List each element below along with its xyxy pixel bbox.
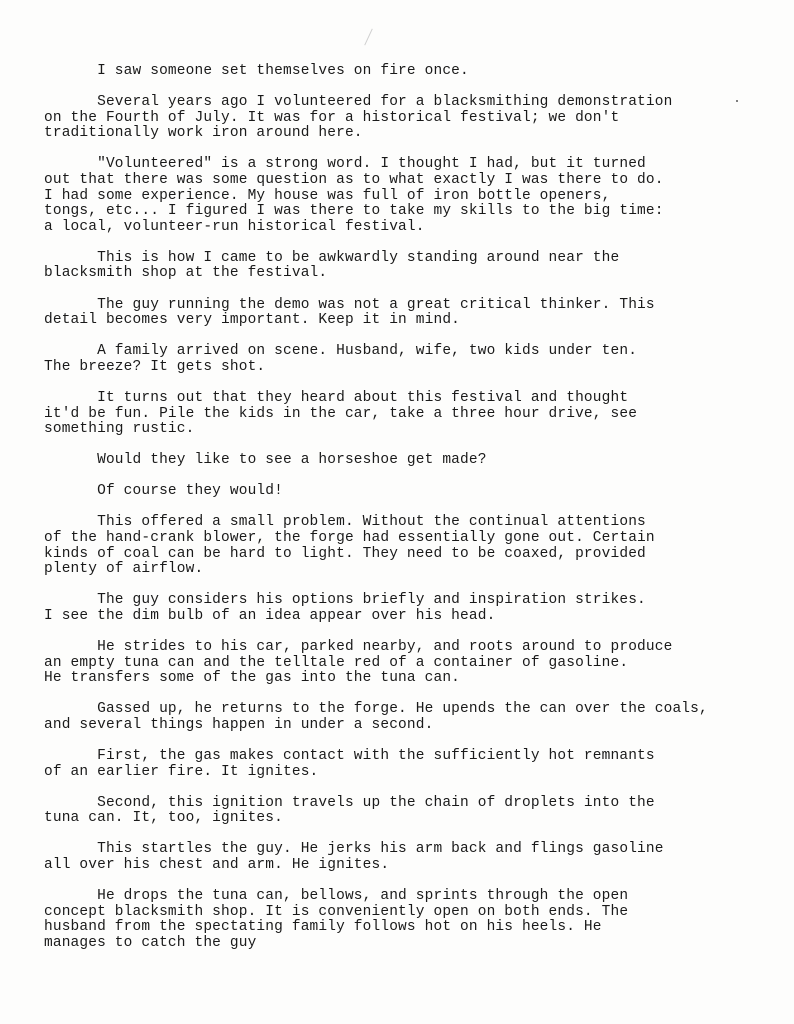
paragraph xyxy=(44,515,764,577)
paragraph xyxy=(44,702,764,733)
text-line: an empty tuna can and the telltale red of a container of gasoline. xyxy=(44,654,629,671)
paragraph xyxy=(44,749,764,780)
text-line: blacksmith shop at the festival. xyxy=(44,265,328,282)
paragraph xyxy=(44,484,764,500)
text-line: of an earlier fire. It ignites. xyxy=(44,763,319,780)
paragraph xyxy=(44,796,764,827)
text-line: all over his chest and arm. He ignites. xyxy=(44,856,390,873)
paragraph xyxy=(44,640,764,687)
typewritten-text-body xyxy=(44,64,764,967)
text-line: kinds of coal can be hard to light. They need to be coaxed, provided xyxy=(44,545,646,562)
text-line: This startles the guy. He jerks his arm back and flings gasoline xyxy=(44,841,664,858)
text-line: it'd be fun. Pile the kids in the car, take a three hour drive, see xyxy=(44,405,638,422)
text-line: of the hand-crank blower, the forge had essentially gone out. Certain xyxy=(44,529,655,546)
paragraph xyxy=(44,298,764,329)
text-line: and several things happen in under a second. xyxy=(44,716,434,733)
text-line: I had some experience. My house was full of iron bottle openers, xyxy=(44,187,611,204)
text-line: He drops the tuna can, bellows, and sprints through the open xyxy=(44,887,629,904)
paper-scratch-mark xyxy=(364,29,373,46)
text-line: out that there was some question as to what exactly I was there to do. xyxy=(44,171,664,188)
text-line: I see the dim bulb of an idea appear over his head. xyxy=(44,607,496,624)
text-line: A family arrived on scene. Husband, wife, two kids under ten. xyxy=(44,343,638,360)
text-line: He strides to his car, parked nearby, and roots around to produce xyxy=(44,638,673,655)
paragraph xyxy=(44,251,764,282)
text-line: manages to catch the guy xyxy=(44,934,257,951)
text-line: "Volunteered" is a strong word. I thought I had, but it turned xyxy=(44,156,646,173)
text-line: husband from the spectating family follows hot on his heels. He xyxy=(44,919,602,936)
text-line: The guy running the demo was not a great critical thinker. This xyxy=(44,296,655,313)
text-line: detail becomes very important. Keep it in mind. xyxy=(44,312,461,329)
text-line: It turns out that they heard about this festival and thought xyxy=(44,389,629,406)
paragraph xyxy=(44,593,764,624)
text-line: Several years ago I volunteered for a blacksmithing demonstration xyxy=(44,94,673,111)
text-line: The breeze? It gets shot. xyxy=(44,358,266,375)
paragraph xyxy=(44,391,764,438)
text-line: tuna can. It, too, ignites. xyxy=(44,810,283,827)
text-line: I saw someone set themselves on fire once. xyxy=(44,63,469,79)
paragraph xyxy=(44,453,764,469)
text-line: on the Fourth of July. It was for a historical festival; we don't xyxy=(44,109,620,126)
text-line: plenty of airflow. xyxy=(44,561,204,578)
text-line: traditionally work iron around here. xyxy=(44,125,363,142)
paragraph xyxy=(44,889,764,951)
text-line: a local, volunteer-run historical festival. xyxy=(44,218,425,235)
text-line: Gassed up, he returns to the forge. He upends the can over the coals, xyxy=(44,701,708,718)
text-line: Second, this ignition travels up the chain of droplets into the xyxy=(44,794,655,811)
text-line: something rustic. xyxy=(44,421,195,438)
text-line: The guy considers his options briefly and inspiration strikes. xyxy=(44,592,646,609)
paragraph xyxy=(44,95,764,142)
text-line: This is how I came to be awkwardly standing around near the xyxy=(44,249,620,266)
text-line: concept blacksmith shop. It is conveniently open on both ends. The xyxy=(44,903,629,920)
text-line: First, the gas makes contact with the sufficiently hot remnants xyxy=(44,747,655,764)
text-line: Would they like to see a horseshoe get made? xyxy=(44,452,487,469)
text-line: This offered a small problem. Without the continual attentions xyxy=(44,514,646,531)
paragraph xyxy=(44,64,764,80)
text-line: tongs, etc... I figured I was there to take my skills to the big time: xyxy=(44,203,664,220)
paragraph xyxy=(44,157,764,235)
text-line: He transfers some of the gas into the tuna can. xyxy=(44,670,461,687)
paragraph xyxy=(44,344,764,375)
text-line: Of course they would! xyxy=(44,483,283,500)
paragraph xyxy=(44,842,764,873)
